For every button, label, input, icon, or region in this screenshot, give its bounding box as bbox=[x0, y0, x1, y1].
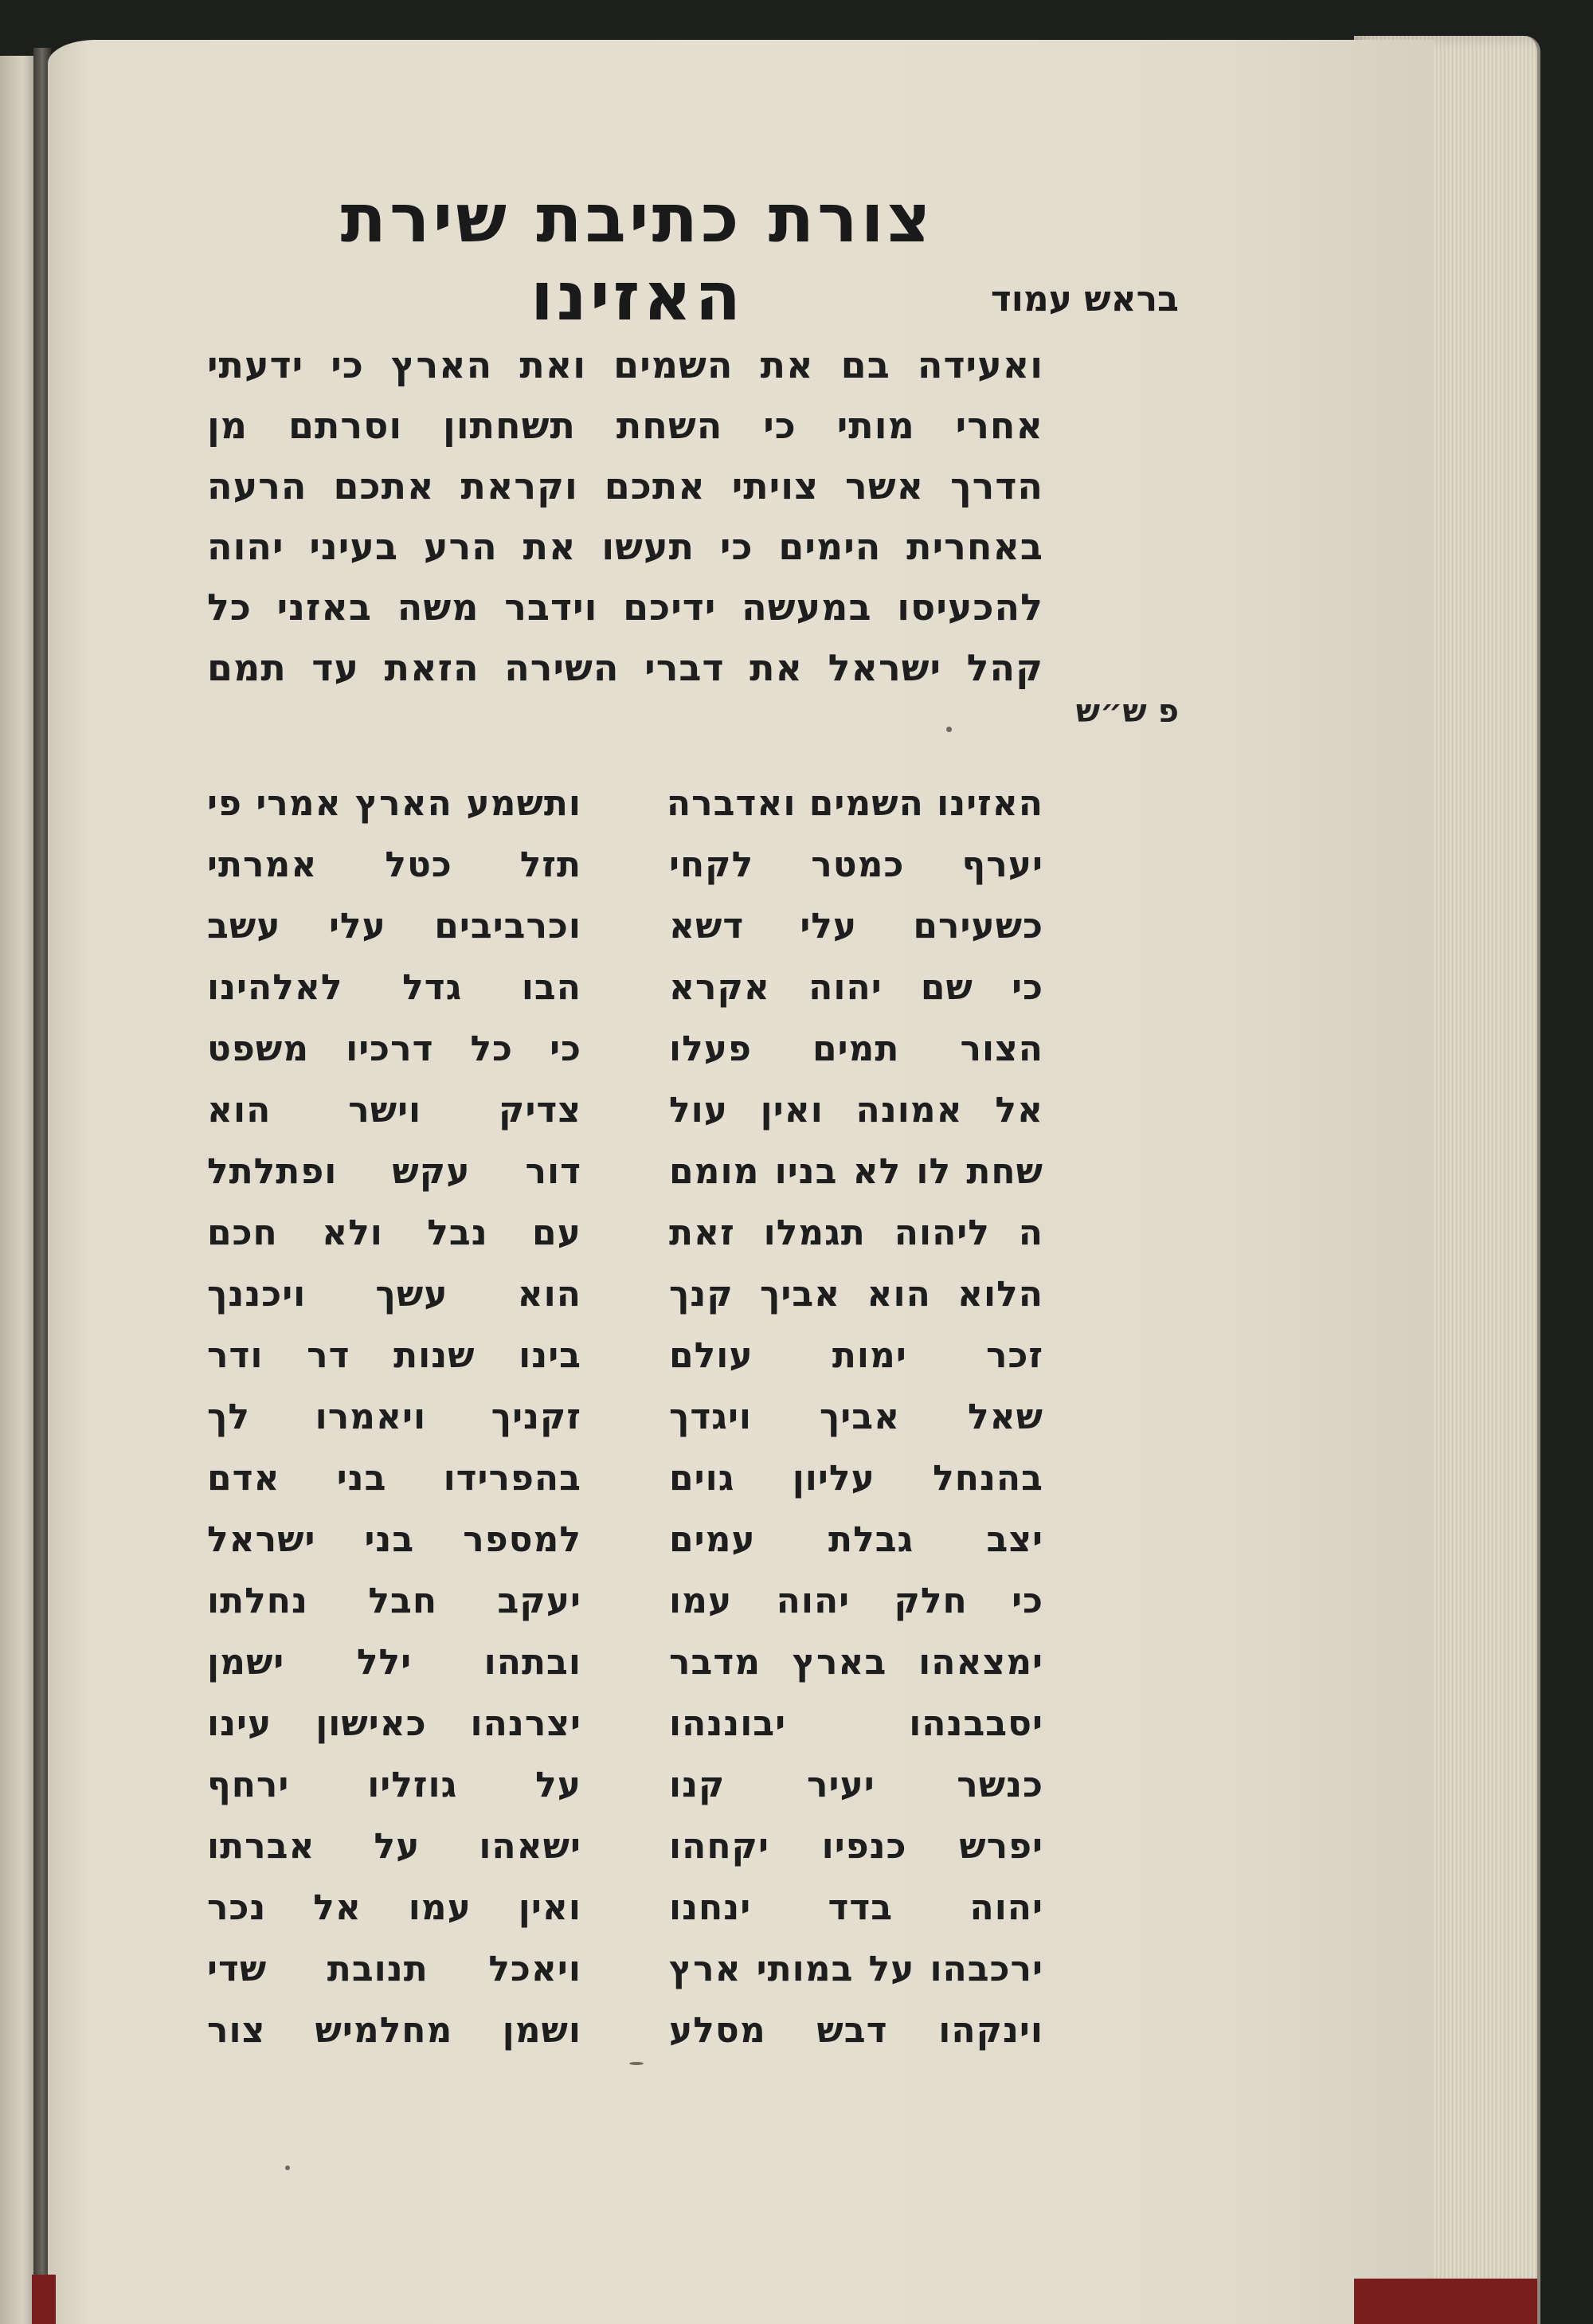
song-half-left: בינו שנות דר ודר bbox=[207, 1335, 581, 1376]
margin-note: פ ש״ש bbox=[1075, 693, 1179, 730]
song-half-right: כי שם יהוה אקרא bbox=[669, 967, 1043, 1008]
song-half-right: הצור תמים פעלו bbox=[669, 1029, 1043, 1069]
song-row bbox=[207, 1386, 1043, 1448]
binding-corner bbox=[1354, 2279, 1537, 2324]
song-half-left: דור עקש ופתלתל bbox=[207, 1151, 581, 1192]
song-row bbox=[207, 2000, 1043, 2061]
song-half-right: האזינו השמים ואדברה bbox=[666, 783, 1043, 824]
prose-line: ואעידה בם את השמים ואת הארץ כי ידעתי bbox=[207, 343, 1043, 386]
song-half-left: ושמן מחלמיש צור bbox=[207, 2010, 581, 2051]
song-half-right: יהוה בדד ינחנו bbox=[669, 1887, 1043, 1928]
song-half-left: ויאכל תנובת שדי bbox=[207, 1949, 581, 1989]
song-row bbox=[207, 1877, 1043, 1938]
song-row bbox=[207, 1509, 1043, 1570]
paper-speck bbox=[285, 2165, 290, 2170]
song-row bbox=[207, 1325, 1043, 1386]
song-half-right: שחת לו לא בניו מומם bbox=[669, 1151, 1043, 1192]
song-half-left: זקניך ויאמרו לך bbox=[207, 1397, 581, 1437]
song-layout bbox=[207, 773, 1043, 2061]
song-row bbox=[207, 957, 1043, 1018]
song-half-right: בהנחל עליון גוים bbox=[669, 1458, 1043, 1499]
song-half-right: הלוא הוא אביך קנך bbox=[669, 1274, 1043, 1315]
song-half-right: שאל אביך ויגדך bbox=[669, 1397, 1043, 1437]
song-row bbox=[207, 1816, 1043, 1877]
song-row bbox=[207, 1018, 1043, 1080]
paper-speck bbox=[629, 2062, 644, 2065]
song-half-left: ישאהו על אברתו bbox=[207, 1826, 581, 1867]
song-row bbox=[207, 773, 1043, 834]
song-half-left: צדיק וישר הוא bbox=[207, 1090, 581, 1131]
song-half-right: כנשר יעיר קנו bbox=[669, 1765, 1043, 1805]
song-half-left: תזל כטל אמרתי bbox=[207, 845, 581, 885]
song-row bbox=[207, 896, 1043, 957]
song-row bbox=[207, 1632, 1043, 1693]
song-half-left: עם נבל ולא חכם bbox=[207, 1213, 581, 1253]
song-row bbox=[207, 1264, 1043, 1325]
song-half-right: זכר ימות עולם bbox=[669, 1335, 1043, 1376]
song-half-right: ירכבהו על במותי ארץ bbox=[669, 1949, 1043, 1989]
prose-line: באחרית הימים כי תעשו את הרע בעיני יהוה bbox=[207, 525, 1043, 568]
song-half-left: הוא עשך ויכננך bbox=[207, 1274, 581, 1315]
song-row bbox=[207, 1570, 1043, 1632]
song-half-left: ואין עמו אל נכר bbox=[207, 1887, 581, 1928]
song-row bbox=[207, 1141, 1043, 1202]
song-row bbox=[207, 1448, 1043, 1509]
song-row bbox=[207, 1754, 1043, 1816]
song-row bbox=[207, 1080, 1043, 1141]
prose-line: להכעיסו במעשה ידיכם וידבר משה באזני כל bbox=[207, 586, 1043, 629]
song-half-left: הבו גדל לאלהינו bbox=[207, 967, 581, 1008]
page-title: צורת כתיבת שירת האזינו bbox=[340, 179, 934, 335]
paper-speck bbox=[946, 727, 952, 732]
song-half-left: כי כל דרכיו משפט bbox=[207, 1029, 581, 1069]
song-half-right: יסבבנהו יבוננהו bbox=[669, 1703, 1043, 1744]
song-half-right: ה ליהוה תגמלו זאת bbox=[669, 1213, 1043, 1253]
song-half-right: יערף כמטר לקחי bbox=[669, 845, 1043, 885]
column-start-note: בראש עמוד bbox=[990, 279, 1179, 319]
song-half-right: אל אמונה ואין עול bbox=[669, 1090, 1043, 1131]
song-half-left: למספר בני ישראל bbox=[207, 1519, 581, 1560]
binding-corner-left bbox=[32, 2275, 56, 2324]
prose-line: קהל ישראל את דברי השירה הזאת עד תמם bbox=[207, 646, 1043, 689]
song-half-left: ובתהו ילל ישמן bbox=[207, 1642, 581, 1683]
song-half-left: יעקב חבל נחלתו bbox=[207, 1581, 581, 1621]
song-row bbox=[207, 1938, 1043, 2000]
song-half-right: כי חלק יהוה עמו bbox=[669, 1581, 1043, 1621]
song-half-left: וכרביבים עלי עשב bbox=[207, 906, 581, 946]
song-row bbox=[207, 1693, 1043, 1754]
song-half-left: בהפרידו בני אדם bbox=[207, 1458, 581, 1499]
prose-line: הדרך אשר צויתי אתכם וקראת אתכם הרעה bbox=[207, 464, 1043, 508]
song-half-right: וינקהו דבש מסלע bbox=[669, 2010, 1043, 2051]
song-half-left: יצרנהו כאישון עינו bbox=[207, 1703, 581, 1744]
prose-paragraph bbox=[207, 335, 1043, 698]
song-half-right: כשעירם עלי דשא bbox=[669, 906, 1043, 946]
song-row bbox=[207, 834, 1043, 896]
song-half-left: על גוזליו ירחף bbox=[207, 1765, 581, 1805]
song-row bbox=[207, 1202, 1043, 1264]
song-half-right: יפרש כנפיו יקחהו bbox=[669, 1826, 1043, 1867]
song-half-right: יצב גבלת עמים bbox=[669, 1519, 1043, 1560]
prose-line: אחרי מותי כי השחת תשחתון וסרתם מן bbox=[207, 404, 1043, 447]
song-half-right: ימצאהו בארץ מדבר bbox=[669, 1642, 1043, 1683]
song-half-left: ותשמע הארץ אמרי פי bbox=[207, 783, 581, 824]
